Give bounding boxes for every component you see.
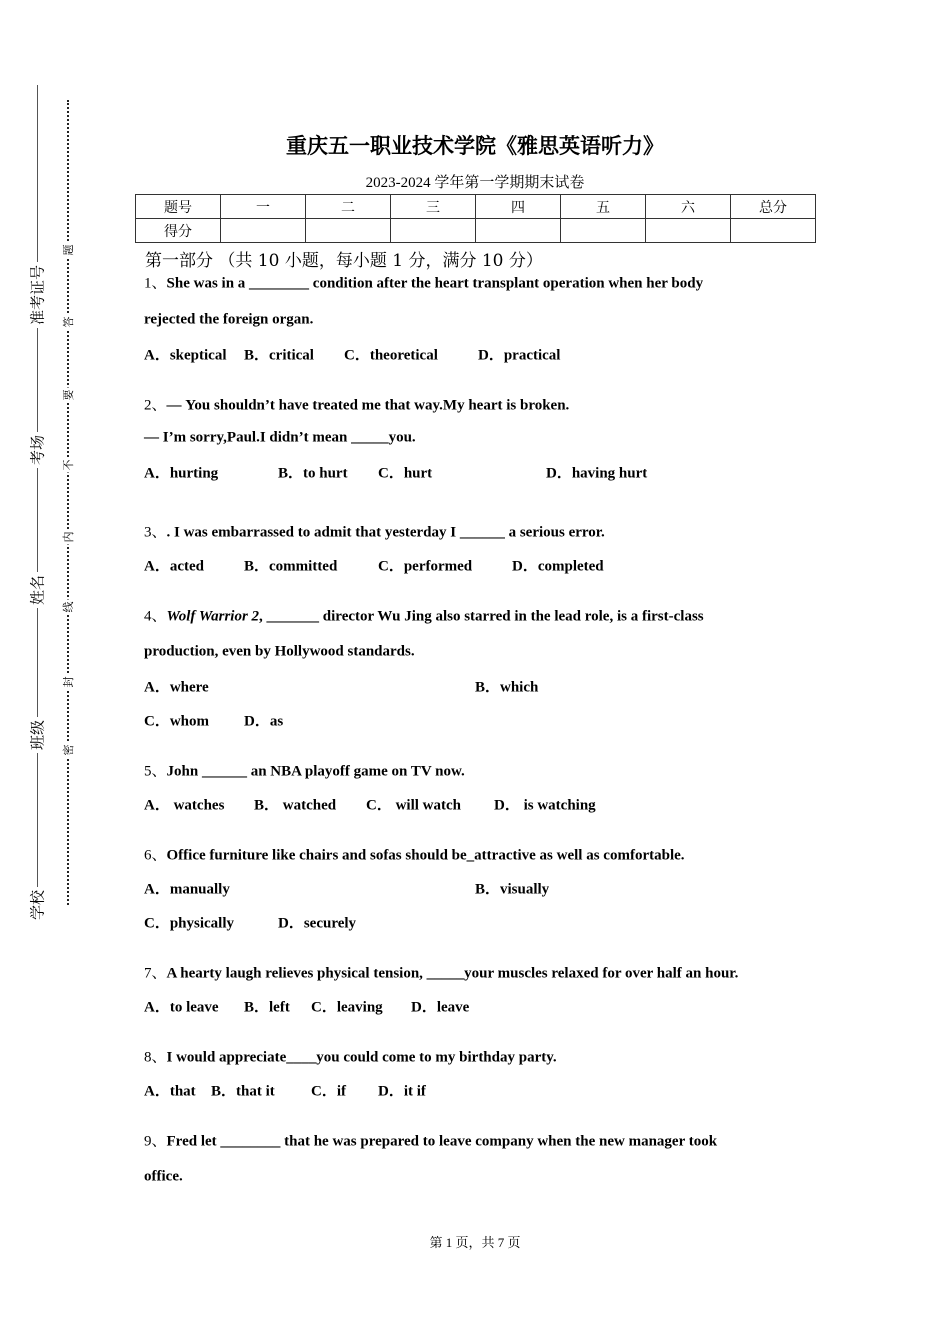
option: A．skeptical <box>144 347 227 364</box>
option: C．physically <box>144 915 235 932</box>
school-field-label: 学校 <box>27 887 48 923</box>
question-6-line: 6、Office furniture like chairs and sofas should be_attractive as well as comfortable. <box>144 847 685 864</box>
exam-id-field-label: 准考证号 <box>27 262 48 328</box>
option: D．securely <box>278 915 357 932</box>
option: A．acted <box>144 558 204 575</box>
option: C．whom <box>144 713 210 730</box>
score-cell <box>221 219 306 243</box>
seal-char: 封 <box>62 676 75 688</box>
question-7-line: 7、A hearty laugh relieves physical tension, _____your muscles relaxed for over half an hour. <box>144 965 739 982</box>
question-8-line: 8、I would appreciate____you could come to my birthday party. <box>144 1049 557 1066</box>
question-4-line: production, even by Hollywood standards. <box>144 643 415 660</box>
option: C．hurt <box>378 465 433 482</box>
question-2-line: 2、— You shouldn’t have treated me that way.My heart is broken. <box>144 397 570 414</box>
option: B．critical <box>244 347 314 364</box>
option: A．that <box>144 1083 196 1100</box>
seal-char: 题 <box>62 244 75 256</box>
score-cell <box>646 219 731 243</box>
section-title: 第一部分 （共 10 小题，每小题 1 分，满分 10 分） <box>145 251 543 271</box>
option: D．completed <box>512 558 604 575</box>
option: C．if <box>311 1083 346 1100</box>
page-footer: 第 1 页，共 7 页 <box>429 1235 521 1250</box>
exam-room-field-label: 考场 <box>27 432 48 468</box>
option: A．where <box>144 679 209 696</box>
seal-char: 答 <box>62 316 75 328</box>
seal-char: 要 <box>62 389 75 401</box>
score-cell <box>476 219 561 243</box>
option: B．to hurt <box>278 465 348 482</box>
option: D．practical <box>478 347 561 364</box>
exam-subtitle: 2023-2024 学年第一学期期末试卷 <box>365 175 585 191</box>
option: D．having hurt <box>546 465 648 482</box>
score-cell <box>306 219 391 243</box>
exam-title: 重庆五一职业技术学院《雅思英语听力》 <box>286 134 664 158</box>
option: B．visually <box>475 881 550 898</box>
option: C． will watch <box>366 797 461 814</box>
seal-dotted-line <box>67 100 69 905</box>
question-5-line: 5、John ______ an NBA playoff game on TV now. <box>144 763 465 780</box>
option: A．manually <box>144 881 230 898</box>
score-row-label: 得分 <box>136 219 221 243</box>
option: C．leaving <box>311 999 383 1016</box>
option: D．it if <box>378 1083 426 1100</box>
table-header-cell: 一 <box>221 195 306 219</box>
option: C．performed <box>378 558 473 575</box>
question-9-line: office. <box>144 1168 183 1185</box>
option: B．committed <box>244 558 338 575</box>
option: C．theoretical <box>344 347 438 364</box>
option: D． is watching <box>494 797 596 814</box>
option: A． watches <box>144 797 225 814</box>
question-1-line: rejected the foreign organ. <box>144 311 314 328</box>
score-cell <box>391 219 476 243</box>
option: B．which <box>475 679 539 696</box>
table-header-cell: 四 <box>476 195 561 219</box>
option: D．leave <box>411 999 470 1016</box>
table-row <box>136 219 816 243</box>
score-cell <box>561 219 646 243</box>
question-1-line: 1、She was in a ________ condition after the heart transplant operation when her body <box>144 275 704 292</box>
seal-char: 不 <box>62 459 75 471</box>
table-header-cell: 二 <box>306 195 391 219</box>
table-row <box>136 195 816 219</box>
seal-char: 密 <box>62 744 75 756</box>
binding-line <box>37 85 38 920</box>
table-header-cell: 六 <box>646 195 731 219</box>
question-2-line: — I’m sorry,Paul.I didn’t mean _____you. <box>144 429 416 446</box>
question-9-line: 9、Fred let ________ that he was prepared to leave company when the new manager took <box>144 1133 718 1150</box>
table-header-cell: 总分 <box>731 195 816 219</box>
option: A．to leave <box>144 999 219 1016</box>
option: B．that it <box>211 1083 275 1100</box>
table-header-cell: 三 <box>391 195 476 219</box>
name-field-label: 姓名 <box>27 572 48 608</box>
seal-char: 内 <box>62 531 75 543</box>
option: B． watched <box>254 797 337 814</box>
table-header-cell: 题号 <box>136 195 221 219</box>
score-table <box>135 194 816 243</box>
option: A．hurting <box>144 465 219 482</box>
question-4-line: 4、Wolf Warrior 2, _______ director Wu Jing also starred in the lead role, is a first-class <box>144 608 704 625</box>
question-3-line: 3、. I was embarrassed to admit that yesterday I ______ a serious error. <box>144 524 605 541</box>
option: B．left <box>244 999 290 1016</box>
score-cell <box>731 219 816 243</box>
option: D．as <box>244 713 284 730</box>
seal-char: 线 <box>62 601 75 613</box>
class-field-label: 班级 <box>27 717 48 753</box>
table-header-cell: 五 <box>561 195 646 219</box>
